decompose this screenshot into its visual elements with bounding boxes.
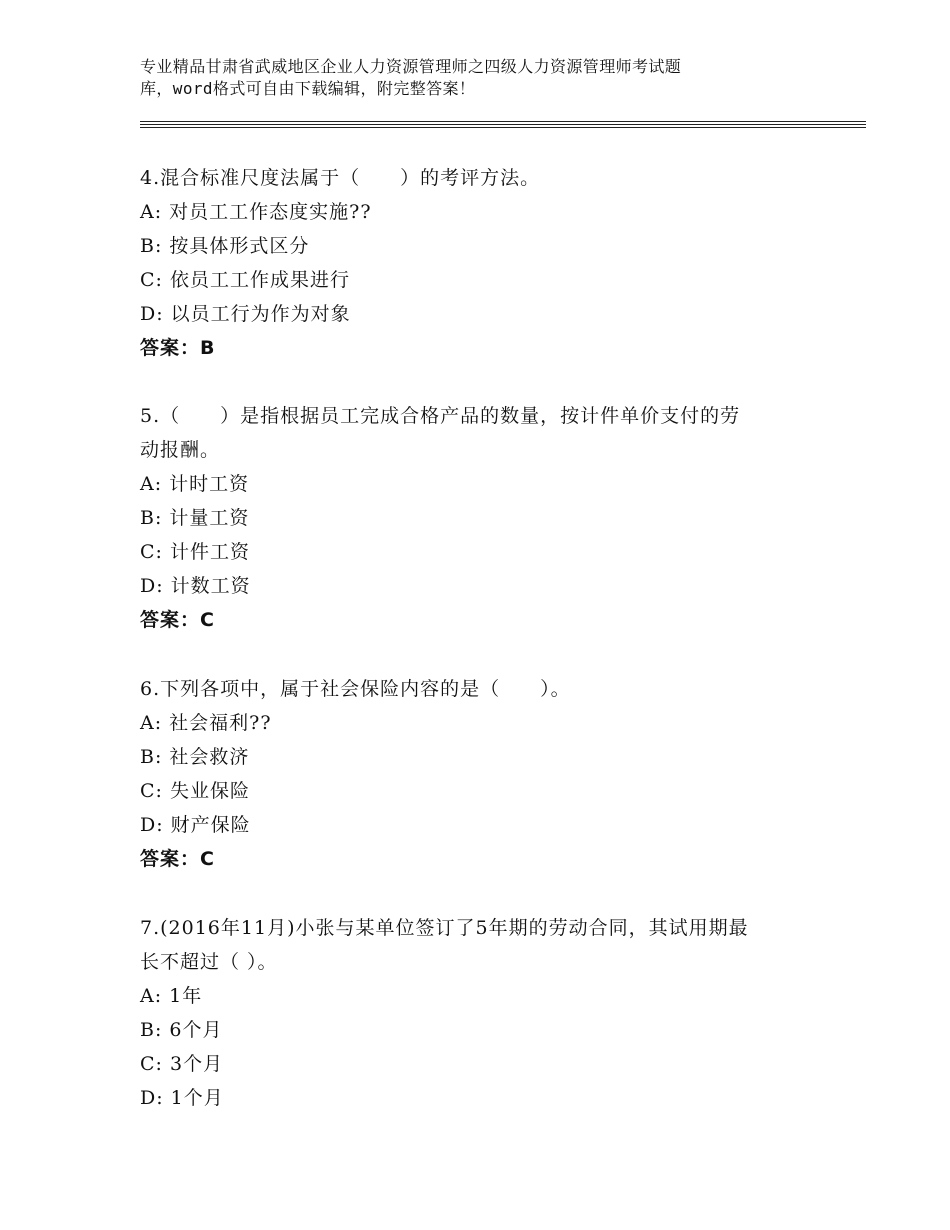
- answer-label: 答案：C: [140, 848, 215, 870]
- option-a: A: 计时工资: [140, 473, 250, 495]
- option-c: C: 依员工工作成果进行: [140, 269, 350, 291]
- option-b: B: 社会救济: [140, 746, 250, 768]
- option-d: D: 1个月: [140, 1087, 224, 1109]
- stem-line: 7.(2016年11月)小张与某单位签订了5年期的劳动合同，其试用期最: [140, 917, 749, 939]
- option-b: B: 6个月: [140, 1019, 223, 1041]
- option-d: D: 以员工行为作为对象: [140, 303, 351, 325]
- stem-line: 长不超过（ ）。: [140, 951, 278, 973]
- header-divider: [140, 124, 866, 125]
- option-c: C: 3个月: [140, 1053, 224, 1075]
- question-stem: [140, 672, 820, 706]
- header-divider: [140, 121, 866, 122]
- option-d: D: 计数工资: [140, 575, 251, 597]
- option-b: B: 计量工资: [140, 507, 250, 529]
- stem-line: 5.（ ）是指根据员工完成合格产品的数量，按计件单价支付的劳: [140, 405, 741, 427]
- header-divider: [140, 127, 866, 128]
- stem-line: 6.下列各项中，属于社会保险内容的是（ ）。: [140, 678, 571, 700]
- document-header: [140, 56, 800, 100]
- answer-label: 答案：C: [140, 609, 215, 631]
- option-a: A: 对员工工作态度实施??: [140, 201, 372, 223]
- stem-line: 动报酬。: [140, 439, 221, 461]
- header-line-2: 库，word格式可自由下载编辑，附完整答案！: [140, 79, 476, 98]
- option-b: B: 按具体形式区分: [140, 235, 310, 257]
- option-c: C: 计件工资: [140, 541, 250, 563]
- option-d: D: 财产保险: [140, 814, 251, 836]
- header-line-1: 专业精品甘肃省武威地区企业人力资源管理师之四级人力资源管理师考试题: [140, 57, 682, 76]
- question-stem: [140, 911, 820, 979]
- option-a: A: 1年: [140, 985, 203, 1007]
- question-stem: [140, 161, 820, 195]
- question-5: [140, 399, 820, 637]
- question-4: [140, 161, 820, 365]
- option-c: C: 失业保险: [140, 780, 250, 802]
- question-7: [140, 911, 820, 1115]
- question-stem: [140, 399, 820, 467]
- option-a: A: 社会福利??: [140, 712, 272, 734]
- question-6: [140, 672, 820, 876]
- stem-line: 4.混合标准尺度法属于（ ）的考评方法。: [140, 167, 541, 189]
- answer-label: 答案：B: [140, 337, 216, 359]
